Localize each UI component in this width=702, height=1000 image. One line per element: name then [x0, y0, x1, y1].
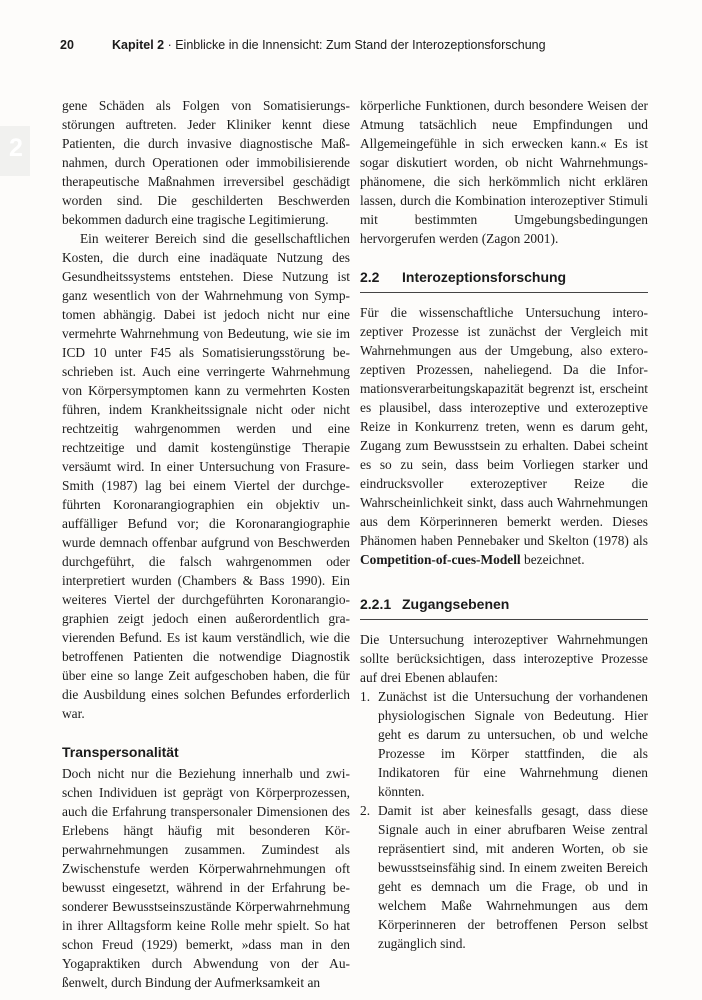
text-run: Für die wissenschaftliche Untersuchung interozeptiver Prozesse ist zunächst der Vergleich mit Wahrnehmungen aus der Umgebung, also exterozeptiven Prozessen, naheliegend. Da die Informationsverarbeitungskapazität begrenzt ist, erscheint es plausibel, dass interozeptive und exterozeptive Reize in Konkurrenz treten, wenn es darum geht, Zugang zum Bewusstsein zu erhalten. Dabei scheint es so zu sein, dass beim Vorliegen starker und eindrucksvoller exterozeptiver Reize die Wahrscheinlichkeit sinkt, dass auch Wahrnehmungen aus dem Körperinneren bemerkt werden. Dieses Phänomen haben Pennebaker und Skelton (1978) als: [360, 305, 648, 548]
subsection-heading: [360, 595, 648, 614]
text-run: bezeichnet.: [520, 552, 585, 567]
subsection-number: 2.2.1: [360, 596, 392, 612]
paragraph: körperliche Funktionen, durch besondere Weisen der Atmung tatsächlich neue Empfindungen und Allgemeingefühle in sich erwecken kann.« Es ist sogar diskutiert worden, ob nicht Wahrnehmungsphänomene, die sich herkömmlich nicht erklären lassen, durch die Kombination interozeptiver Stimuli mit bestimmten Umgebungsbedingungen hervorgerufen werden (Zagon 2001).: [360, 98, 648, 246]
section-heading: [360, 268, 648, 287]
chapter-label: Kapitel 2: [112, 38, 165, 52]
list-text: Damit ist aber keinesfalls gesagt, dass diese Signale auch in einer abrufbaren Weise zentral repräsentiert sind, mit anderen Worten, ob sie bewusstseinsfähig sind. In einem zweiten Bereich geht es demnach um die Frage, ob und in welchem Maße Wahrnehmungen aus dem Körperinneren der betroffenen Person selbst zugänglich sind.: [378, 803, 648, 951]
subsection-title: Zugangsebenen: [402, 596, 510, 612]
list-number: 2.: [360, 803, 371, 818]
list-text: Zunächst ist die Untersuchung der vorhandenen physiologischen Signale von Bedeutung. Hier geht es darum zu untersuchen, ob und welche Prozesse im Körper stattfinden, die als Indikatoren für eine Wahrnehmung dienen könnten.: [378, 689, 648, 799]
paragraph: gene Schäden als Folgen von Somatisierungsstörungen auftreten. Jeder Kliniker kennt diese Patienten, die durch invasive diagnostische Maßnahmen, durch Operationen oder immobilisierende therapeutische Maßnahmen irreversibel geschädigt worden sind. Die geschilderten Beschwerden bekommen dadurch eine tragische Legitimierung.: [62, 98, 350, 227]
paragraph: Ein weiterer Bereich sind die gesellschaftlichen Kosten, die durch eine inadäquate Nutzung des Gesundheitssystems entstehen. Diese Nutzung ist ganz wesentlich von der Wahrnehmung von Symptomen abhängig. Dabei ist jedoch nicht nur eine vermehrte Wahrnehmung von Bedeutung, wie sie im ICD 10 unter F45 als Somatisierungsstörung beschrieben ist. Auch eine verringerte Wahrnehmung von Körpersymptomen kann zu vermehrten Kosten führen, indem Krankheitssignale nicht oder nicht rechtzeitig wahrgenommen werden und eine rechtzeitige und damit kostengünstige Therapie versäumt wird. In einer Untersuchung von Frasure-Smith (1987) lag bei einem Viertel der durchgeführten Koronarangiographien ein objektiv unauffälliger Befund vor; die Koronarangiographie wurde demnach offenbar aufgrund von Beschwerden durchgeführt, die falsch wahrgenommen oder interpretiert wurden (Chambers & Bass 1990). Ein weiteres Viertel der durchgeführten Koronarangiographien zeigt jedoch einen außerordentlich gravierenden Befund. Es ist kaum verständlich, wie die betroffenen Patienten die notwendige Diagnostik über eine so lange Zeit aufgeschoben haben, die für die Ausbildung eines solchen Befundes erforderlich war.: [62, 231, 350, 721]
chapter-tab: [0, 126, 30, 176]
left-column: [62, 96, 350, 992]
header-separator: ·: [164, 38, 176, 52]
page-number: 20: [60, 38, 74, 52]
running-header: [60, 38, 660, 60]
right-column: [360, 96, 648, 953]
list-item: [360, 801, 648, 953]
list-number: 1.: [360, 689, 371, 704]
chapter-title: Einblicke in die Innensicht: Zum Stand der Interozeptionsforschung: [175, 38, 546, 52]
paragraph: Die Untersuchung interozeptiver Wahrnehmungen sollte berücksichtigen, dass interozeptive Prozesse auf drei Ebenen ablaufen:: [360, 632, 648, 685]
term-competition-of-cues: Competition-of-cues-Modell: [360, 552, 521, 567]
paragraph: Doch nicht nur die Beziehung innerhalb und zwischen Individuen ist geprägt von Körperprozessen, auch die Erfahrung transpersonaler Dimensionen des Erlebens hängt häufig mit besonderen Körperwahrnehmungen zusammen. Zumindest als Zwischenstufe werden Körperwahrnehmungen oft bewusst eingesetzt, während in der Erfahrung besonderer Bewusstseinszustände Körperwahrnehmung in ihrer Alltagsform keine Rolle mehr spielt. So hat schon Freud (1929) bemerkt, »dass man in den Yogapraktiken durch Abwendung von der Außenwelt, durch Bindung der Aufmerksamkeit an: [62, 766, 350, 990]
chapter-tab-number: 2: [9, 134, 23, 162]
section-title: Interozeptionsforschung: [402, 269, 567, 285]
numbered-list: [360, 687, 648, 953]
section-number: 2.2: [360, 269, 380, 285]
subheading-transpersonalitaet: Transpersonalität: [62, 744, 179, 760]
running-head: [112, 38, 546, 52]
paragraph: [360, 303, 648, 569]
list-item: [360, 687, 648, 801]
